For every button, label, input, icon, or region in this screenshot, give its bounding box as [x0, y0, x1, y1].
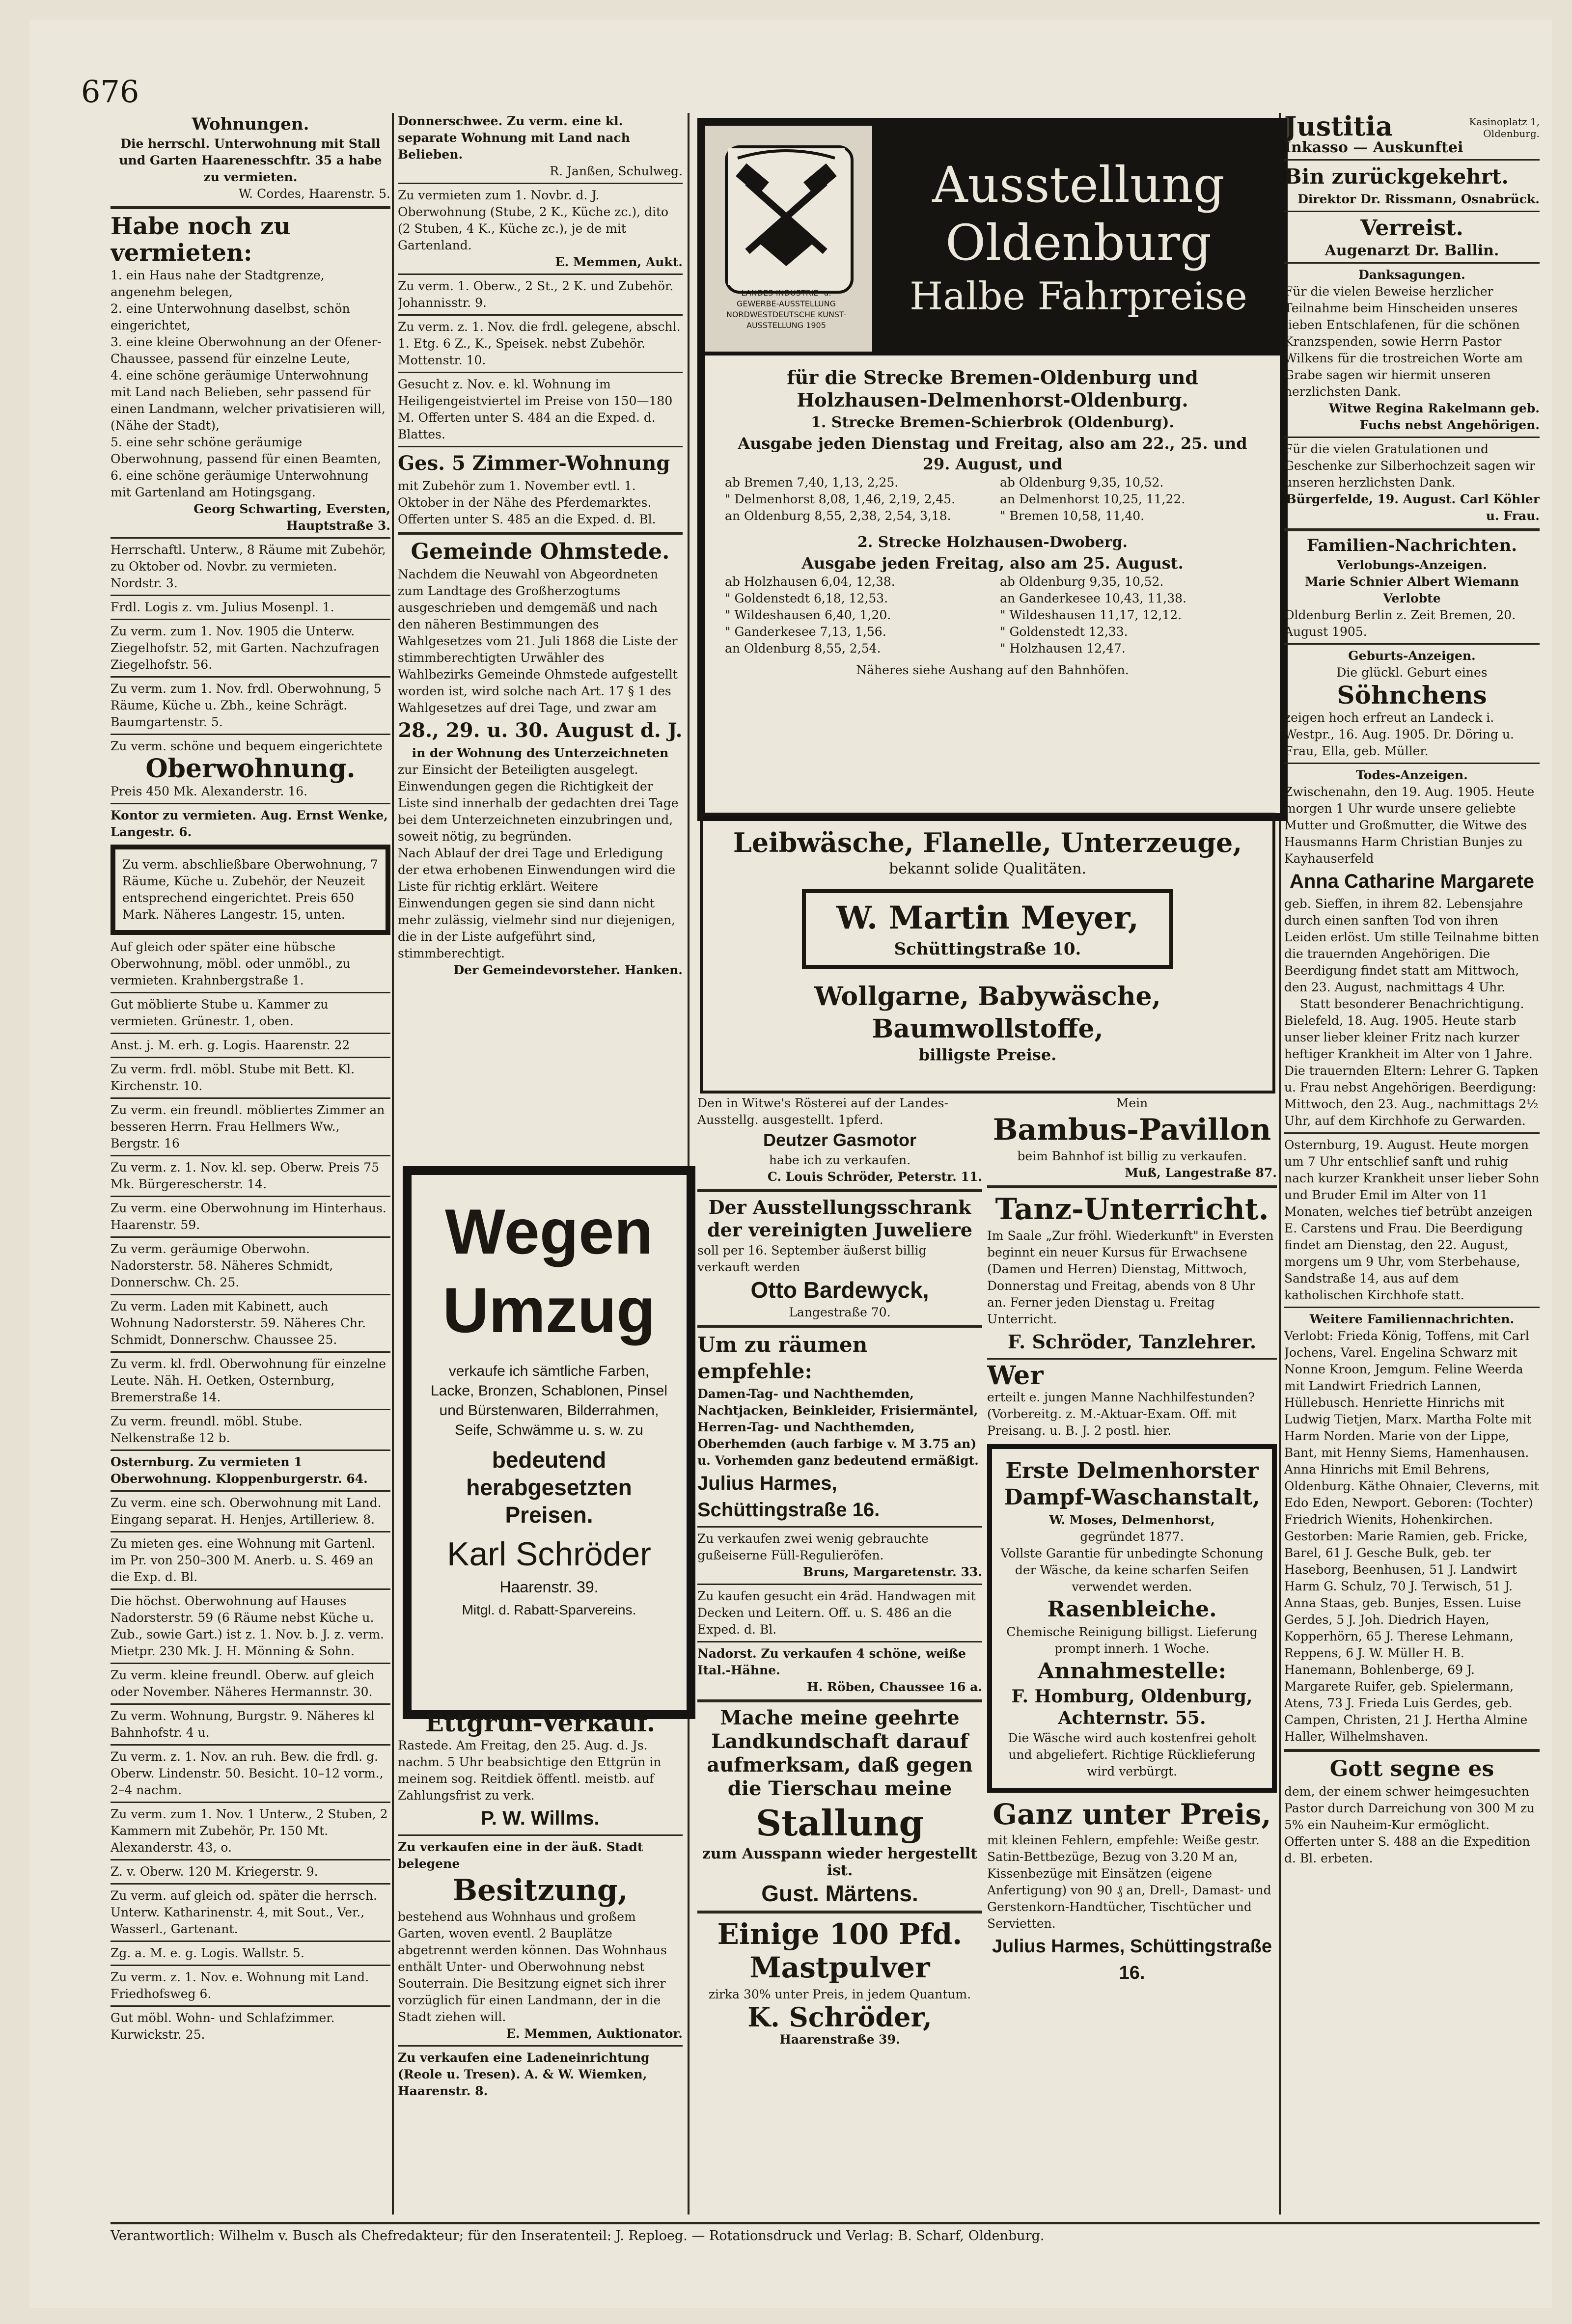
- ad-heading: Der Ausstellungsschrank der vereinigten Juweliere: [707, 1196, 972, 1241]
- classified-ad: habe ich zu verkaufen.: [769, 1153, 911, 1167]
- advertiser-address: Haarenstr. 39.: [499, 1578, 599, 1596]
- notice-text: Verlobt: Frieda König, Toffens, mit Carl Jochens, Varel. Engelina Schwarz mit Nonne Kroon, Jemgum. Feline Weerda mit Landwirt Friedrich Lannen, Hüllebusch. Henriette Hinrichs mit Ludwig Tietjen, Marx. Martha Folte mit Harm Norden. Marie von der Lippe, Bant, mit Henny Siems, Hamenhausen. Anna Hinrichs mit Emil Behrens, Oldenburg. Käthe Ohnaier, Cleverns, mit Edo Eden, Newport. Geboren: (Tochter) Friedrich Wienits, Hohenkirchen. Gestorben: Marie Ramien, geb. Fricke, Barel, 61 J. Gesche Bulk, geb. ter Haseborg, Beenhusen, 51 J. Landwirt Harm G. Schulz, 70 J. Terwisch, 51 J. Anna Staas, geb. Bunjes, Essen. Luise Gerdes, 5 J. Joh. Diedrich Hayen, Kopperhörn, 65 J. Therese Lehmann, Reppens, 6 J. W. Müller H. B. Hanemann, Bohlenberge, 69 J. Margarete Ruifer, geb. Spielermann, Atens, 73 J. Frieda Luis Gerdes, geb. Campen, Christen, 21 J. Hertha Almine Haller, Wilhelmshaven.: [1284, 1329, 1539, 1744]
- column-2-top: [398, 113, 683, 1161]
- classified-ad: Auf gleich oder später eine hübsche Oberwohnung, möbl. oder unmöbl., zu vermieten. Krahnbergstraße 1.: [110, 940, 351, 987]
- ad-heading: Ges. 5 Zimmer-Wohnung: [398, 452, 670, 475]
- ad-headline: Rasenbleiche.: [1047, 1597, 1217, 1622]
- timetable-row: " Delmenhorst 8,08, 1,46, 2,19, 2,45.: [725, 492, 956, 506]
- classified-ad: Zu verm. 1. Oberw., 2 St., 2 K. und Zubehör. Johannisstr. 9.: [398, 279, 674, 310]
- notice-highlight: Söhnchens: [1337, 681, 1487, 710]
- advertiser-address: Haarenstraße 39.: [779, 2032, 900, 2047]
- advertiser-name: W. Martin Meyer,: [836, 900, 1139, 936]
- list-item: 2. eine Unterwohnung daselbst, schön eingerichtet,: [110, 301, 350, 332]
- advertiser-address: Langestraße 70.: [789, 1305, 891, 1319]
- ad-headline: Bin zurückgekehrt.: [1284, 164, 1509, 189]
- notice-text: Für die vielen Gratulationen und Geschenke zur Silberhochzeit sagen wir unseren herzlichsten Dank.: [1284, 442, 1535, 490]
- ad-signature: W. Cordes, Haarenstr. 5.: [238, 187, 390, 201]
- ad-text: gegründet 1877.: [1080, 1530, 1184, 1544]
- classified-ad: Mein: [1116, 1096, 1148, 1110]
- notice-text: Die glückl. Geburt eines: [1336, 665, 1488, 680]
- notice-text: Oldenburg Berlin z. Zeit Bremen, 20. August 1905.: [1284, 608, 1516, 639]
- notice-text: Nachdem die Neuwahl von Abgeordneten zum Landtage des Großherzogtums ausgeschrieben und demgemäß und nach den näheren Bestimmungen des Wahlgesetzes vom 21. Juli 1868 die Liste der stimmberechtigten Urwähler des Wahlbezirks Gemeinde Ohmstede aufgestellt worden ist, wird solche nach Art. 17 § 1 des Wahlgesetzes auf drei Tage, und zwar am: [398, 567, 678, 715]
- timetable-row: an Delmenhorst 10,25, 11,22.: [1000, 492, 1186, 506]
- notice-text: Für die vielen Beweise herzlicher Teilnahme beim Hinscheiden unseres lieben Entschlafenen, für die schönen Kranzspenden, sowie Herrn Pastor Wilkens für die trostreichen Worte am Grabe sagen wir hiermit unseren herzlichsten Dank.: [1284, 284, 1523, 399]
- route-heading: 1. Strecke Bremen-Schierbrok (Oldenburg).: [811, 414, 1174, 431]
- emblem-graphic: [728, 148, 845, 285]
- timetable-row: " Holzhausen 12,47.: [1000, 641, 1126, 656]
- advertiser-name: Julius Harmes, Schüttingstraße 16.: [697, 1473, 880, 1521]
- ad-text: Chemische Reinigung billigst. Lieferung prompt innerh. 1 Woche.: [1006, 1625, 1258, 1656]
- ad-text: Direktor Dr. Rissmann, Osnabrück.: [1297, 192, 1540, 206]
- advertiser-address: Schüttingstraße 10.: [894, 939, 1081, 959]
- title-line: Ausstellung: [932, 156, 1225, 214]
- classified-ad: Frdl. Logis z. vm. Julius Mosenpl. 1.: [110, 600, 334, 614]
- timetable: [725, 474, 1260, 524]
- classified-ad: mit kleinen Fehlern, empfehle: Weiße gestr. Satin-Bettbezüge, Bezug von 3.20 M an, Kissenbezüge mit Einsätzen (eigene Anfertigung) von 90 ₰ an, Drell-, Damast- und Gerstenkorn-Handtücher, Tischtücher und Servietten.: [987, 1833, 1271, 1931]
- title-line: Halbe Fahrpreise: [910, 274, 1247, 319]
- ad-heading: Habe noch zu vermieten:: [110, 213, 291, 267]
- notice-heading: Gemeinde Ohmstede.: [411, 539, 670, 564]
- advertiser-name: Otto Bardewyck,: [750, 1277, 929, 1303]
- classified-ad: Donnerschwee. Zu verm. eine kl. separate Wohnung mit Land nach Belieben.: [398, 114, 630, 162]
- ad-text: Vollste Garantie für unbedingte Schonung der Wäsche, da keine scharfen Seifen verwendet werden.: [1000, 1546, 1264, 1594]
- section-heading: Wohnungen.: [192, 114, 309, 134]
- route-heading: 2. Strecke Holzhausen-Dwoberg.: [857, 534, 1128, 551]
- ad-headline: Wollgarne, Babywäsche, Baumwollstoffe,: [814, 982, 1161, 1044]
- classified-ad: Osternburg. Zu vermieten 1 Oberwohnung. Kloppenburgerstr. 64.: [110, 1455, 368, 1486]
- classified-ad: Zu verm. kleine freundl. Oberw. auf gleich oder November. Näheres Hermannstr. 30.: [110, 1668, 375, 1699]
- classified-ad: Gut möblierte Stube u. Kammer zu vermieten. Grünestr. 1, oben.: [110, 997, 329, 1028]
- ad-headline: Ganz unter Preis,: [993, 1798, 1271, 1831]
- ad-text: Die Wäsche wird auch kostenfrei geholt und abgeliefert. Richtige Rücklieferung wird verbürgt.: [1008, 1731, 1256, 1778]
- classified-ad: Zu verm. schöne und bequem eingerichtete: [110, 739, 383, 753]
- classified-ad: Zu verm. zum 1. Nov. 1 Unterw., 2 Stuben, 2 Kammern mit Zubehör, Pr. 150 Mt. Alexanderstr. 43, o.: [110, 1807, 388, 1855]
- classified-ad: Zu verm. zum 1. Nov. frdl. Oberwohnung, 5 Räume, Küche u. Zbh., keine Schrägt. Baumgartenstr. 5.: [110, 682, 382, 729]
- ad-text: Inkasso — Auskunftei: [1284, 139, 1463, 156]
- notice-text: zur Einsicht der Beteiligten ausgelegt. Einwendungen gegen die Richtigkeit der Liste sind innerhalb der gedachten drei Tage bei dem Unterzeichneten einzubringen und, soweit nötig, zu begründen.: [398, 763, 679, 844]
- martin-meyer-ad: [700, 813, 1275, 1094]
- classified-ad: Zu verm. Laden mit Kabinett, auch Wohnung Nadorsterstr. 59. Näheres Chr. Schmidt, Donnerschw. Chaussee 25.: [110, 1299, 366, 1347]
- ad-headline: Wer: [987, 1361, 1044, 1391]
- advertiser-name: Karl Schröder: [447, 1535, 651, 1573]
- classified-ad: Gut möbl. Wohn- und Schlafzimmer. Kurwickstr. 25.: [110, 2011, 335, 2042]
- column-2-bottom: [398, 1709, 683, 2215]
- notice-text: geb. Sieffen, in ihrem 82. Lebensjahre durch einen sanften Tod von ihren Leiden erlöst. Um stille Teilnahme bitten die trauernden Angehörigen. Die Beerdigung findet statt am Mittwoch, den 23. August, nachmittags 4 Uhr.: [1284, 897, 1540, 994]
- classified-ad: Die herrschl. Unterwohnung mit Stall und Garten Haarenesschftr. 35 a habe zu vermieten.: [119, 137, 382, 184]
- advertiser-name: Julius Harmes, Schüttingstraße 16.: [992, 1936, 1272, 1983]
- section-heading: Familien-Nachrichten.: [1306, 536, 1517, 555]
- ad-text: Augenarzt Dr. Ballin.: [1324, 242, 1499, 259]
- classified-ad: Zu verm. z. 1. Nov. die frdl. gelegene, abschl. 1. Etg. 6 Z., K., Speisek. nebst Zubehör. Mottenstr. 10.: [398, 320, 681, 367]
- classified-ad: Zu mieten ges. eine Wohnung mit Gartenl. im Pr. von 250–300 M. Anerb. u. S. 469 an die Exp. d. Bl.: [110, 1536, 375, 1584]
- ad-headline: Verreist.: [1360, 216, 1463, 241]
- ad-headline: Gott segne es: [1329, 1756, 1494, 1781]
- classified-ad: Zu verm. auf gleich od. später die herrsch. Unterw. Katharinenstr. 4, mit Sout., Ver., Wasserl., Gartenant.: [110, 1888, 377, 1936]
- classified-ad: bestehend aus Wohnhaus und großem Garten, woven eventl. 2 Bauplätze abgetrennt werden können. Das Wohnhaus enthält Unter- und Oberwohnung nebst Souterrain. Die Besitzung eignet sich ihrer vorzüglich für einen Landmann, der in die Stadt ziehen will.: [398, 1910, 667, 2024]
- column-4: [987, 1095, 1277, 2215]
- classified-ad: Den in Witwe's Rösterei auf der Landes-Ausstellg. ausgestellt. 1pferd.: [697, 1096, 948, 1127]
- ad-text: verkaufe ich sämtliche Farben, Lacke, Bronzen, Schablonen, Pinsel und Bürstenwaren, Bilderrahmen, Seife, Schwämme u. s. w. zu: [431, 1363, 667, 1438]
- route-dates: Ausgabe jeden Dienstag und Freitag, also am 22., 25. und 29. August, und: [738, 434, 1247, 473]
- imprint-line: Verantwortlich: Wilhelm v. Busch als Chefredakteur; für den Inseratenteil: J. Reploeg. — Rotationsdruck und Verlag: B. Scharf, Oldenburg.: [110, 2222, 1540, 2245]
- classified-ad: zirka 30% unter Preis, in jedem Quantum.: [708, 1987, 971, 2001]
- classified-ad: mit Zubehör zum 1. November evtl. 1. Oktober in der Nähe des Pferdemarktes. Offerten unter S. 485 an die Exped. d. Bl.: [398, 479, 656, 526]
- classified-ad: Zu verkaufen eine Ladeneinrichtung (Reole u. Tresen). A. & W. Wiemken, Haarenstr. 8.: [398, 2051, 650, 2098]
- timetable-row: " Goldenstedt 12,33.: [1000, 625, 1128, 639]
- classified-ad: Zu verm. z. 1. Nov. e. Wohnung mit Land. Friedhofsweg 6.: [110, 1970, 369, 2001]
- classified-ad: Zu verm. eine sch. Oberwohnung mit Land. Eingang separat. H. Henjes, Artilleriew. 8.: [110, 1496, 382, 1527]
- classified-ad: Zu verm. freundl. möbl. Stube. Nelkenstraße 12 b.: [110, 1414, 303, 1445]
- title-line: Oldenburg: [945, 214, 1212, 272]
- timetable-row: " Ganderkesee 7,13, 1,56.: [725, 625, 886, 639]
- timetable-row: " Wildeshausen 11,17, 12,12.: [1000, 608, 1182, 622]
- classified-ad: Damen-Tag- und Nachthemden, Nachtjacken, Beinkleider, Frisiermäntel, Herren-Tag- und Nachthemden, Oberhemden (auch farbige v. M 3.75 an) u. Vorhemden ganz bedeutend ermäßigt.: [697, 1387, 979, 1468]
- ad-signature: Georg Schwarting, Eversten, Hauptstraße 3.: [193, 502, 390, 533]
- advertiser-address: Kasinoplatz 1, Oldenburg.: [1469, 116, 1540, 139]
- notice-highlight: Anna Catharine Margarete: [1290, 871, 1534, 892]
- classified-ad: Zu verm. ein freundl. möbliertes Zimmer an besseren Herrn. Frau Hellmers Ww., Bergstr. 16: [110, 1103, 385, 1150]
- moving-sale-ad: [403, 1166, 695, 1719]
- classified-ad: Zu verm. zum 1. Nov. 1905 die Unterw. Ziegelhofstr. 52, mit Garten. Nachzufragen Ziegelhofstr. 56.: [110, 624, 380, 672]
- classified-ad: Zu verm. kl. frdl. Oberwohnung für einzelne Leute. Näh. H. Oetken, Osternburg, Bremerstraße 14.: [110, 1357, 386, 1404]
- classified-ad: Anst. j. M. erh. g. Logis. Haarenstr. 22: [110, 1038, 350, 1052]
- ad-headline: Leibwäsche, Flanelle, Unterzeuge,: [733, 827, 1242, 858]
- timetable-row: " Wildeshausen 6,40, 1,20.: [725, 608, 891, 622]
- notice-signature: Bürgerfelde, 19. August. Carl Köhler u. Frau.: [1286, 492, 1540, 523]
- classified-ad: beim Bahnhof ist billig zu verkaufen.: [1017, 1149, 1247, 1163]
- ad-signature: H. Röben, Chaussee 16 a.: [807, 1680, 982, 1694]
- subsection-heading: Geburts-Anzeigen.: [1348, 649, 1476, 663]
- ad-heading: Deutzer Gasmotor: [763, 1130, 917, 1150]
- notice-text: Marie Schnier Albert Wiemann Verlobte: [1305, 574, 1519, 605]
- classified-ad: Rastede. Am Freitag, den 25. Aug. d. Js. nachm. 5 Uhr beabsichtige den Ettgrün in meinem sog. Reitdiek öffentl. meistb. auf Zahlungsfrist zu verk.: [398, 1738, 662, 1803]
- exhibition-title: [877, 126, 1280, 352]
- offer-list: [110, 267, 390, 501]
- advertiser-name: F. Schröder, Tanzlehrer.: [1007, 1331, 1257, 1353]
- notice-text: Nach Ablauf der drei Tage und Erledigung der etwa erhobenen Einwendungen wird die Liste für richtig erklärt. Weitere Einwendungen gegen sie sind dann nicht mehr zulässig, vielmehr sind nur diejenigen, die in der Liste aufgeführt sind, stimmberechtigt.: [398, 846, 676, 960]
- classified-ad: Zu verm. eine Oberwohnung im Hinterhaus. Haarenstr. 59.: [110, 1201, 386, 1232]
- classified-ad: Zu verkaufen eine in der äuß. Stadt belegene: [398, 1840, 643, 1871]
- classified-ad: Zu kaufen gesucht ein 4räd. Handwagen mit Decken und Leitern. Off. u. S. 486 an die Exped. d. Bl.: [697, 1589, 976, 1637]
- column-1: [110, 113, 390, 2215]
- ad-headline: Umzug: [442, 1274, 656, 1346]
- page-number: 676: [81, 74, 139, 109]
- ad-heading: Besitzung,: [452, 1873, 628, 1908]
- ad-signature: E. Memmen, Aukt.: [555, 255, 683, 269]
- advertiser-name: W. Moses, Delmenhorst,: [1049, 1513, 1215, 1527]
- route-dates: Ausgabe jeden Freitag, also am 25. August.: [801, 554, 1184, 573]
- classified-ad: Zu verm. z. 1. Nov. an ruh. Bew. die frdl. g. Oberw. Lindenstr. 50. Besicht. 10–12 vorm., 2–4 nachm.: [110, 1750, 384, 1797]
- exhibition-logo: [705, 126, 877, 352]
- column-rule: [392, 113, 394, 2215]
- ad-heading: Um zu räumen empfehle:: [697, 1333, 868, 1383]
- subsection-heading: Todes-Anzeigen.: [1356, 768, 1468, 782]
- ad-headline: Wegen: [445, 1196, 653, 1267]
- notice-text: dem, der einem schwer heimgesuchten Pastor durch Darreichung von 300 M zu 5% ein Nauheim-Kur ermöglicht. Offerten unter S. 488 an die Expedition d. Bl. erbeten.: [1284, 1784, 1535, 1865]
- timetable-row: an Ganderkesee 10,43, 11,38.: [1000, 591, 1186, 605]
- logo-caption: LANDES-INDUSTRIE- u. GEWERBE-AUSSTELLUNG NORDWESTDEUTSCHE KUNST-AUSSTELLUNG 1905: [726, 288, 847, 330]
- classified-ad: Zu verm. Wohnung, Burgstr. 9. Näheres kl Bahnhofstr. 4 u.: [110, 1709, 375, 1740]
- classified-ad: Die höchst. Oberwohnung auf Hauses Nadorsterstr. 59 (6 Räume nebst Küche u. Zub., sowie Gart.) ist z. 1. Nov. b. J. z. verm. Mietpr. 230 Mk. J. H. Mönning & Sohn.: [110, 1594, 384, 1658]
- timetable-row: ab Oldenburg 9,35, 10,52.: [1000, 574, 1164, 589]
- ad-signature: Bruns, Margaretenstr. 33.: [803, 1565, 982, 1579]
- ad-footnote: Mitgl. d. Rabatt-Sparvereins.: [462, 1602, 636, 1617]
- ad-headline: Tanz-Unterricht.: [995, 1192, 1269, 1227]
- exhibition-fare-ad: [697, 118, 1288, 821]
- list-item: 6. eine schöne geräumige Unterwohnung mit Gartenland am Hotingsgang.: [110, 468, 369, 499]
- ad-signature: C. Louis Schröder, Peterstr. 11.: [767, 1170, 982, 1184]
- ad-heading: Mache meine geehrte Landkundschaft darauf aufmerksam, daß gegen die Tierschau meine: [707, 1706, 973, 1800]
- ad-footnote: Näheres siehe Aushang auf den Bahnhöfen.: [856, 663, 1129, 677]
- notice-signature: Witwe Regina Rakelmann geb. Fuchs nebst Angehörigen.: [1328, 401, 1540, 432]
- classified-ad: Zu verm. geräumige Oberwohn. Nadorsterstr. 58. Näheres Schmidt, Donnerschw. Ch. 25.: [110, 1242, 333, 1289]
- ad-headline: Stallung: [756, 1802, 924, 1844]
- timetable-row: " Goldenstedt 6,18, 12,53.: [725, 591, 888, 605]
- advertiser-name: K. Schröder,: [747, 2001, 932, 2033]
- classified-ad: Nadorst. Zu verkaufen 4 schöne, weiße Ital.-Hähne.: [697, 1646, 966, 1677]
- timetable-row: ab Oldenburg 9,35, 10,52.: [1000, 475, 1164, 490]
- subsection-heading: Verlobungs-Anzeigen.: [1337, 558, 1487, 572]
- classified-ad: Im Saale „Zur fröhl. Wiederkunft" in Eversten beginnt ein neuer Kursus für Erwachsene (Damen und Herren) Dienstag, Mittwoch, Donnerstag und Freitag, abends von 8 Uhr an. Ferner jeden Dienstag u. Freitag Unterricht.: [987, 1229, 1274, 1326]
- column-5: [1284, 113, 1540, 2215]
- classified-ad: zum Ausspann wieder hergestellt ist.: [702, 1845, 978, 1879]
- notice-signature: Der Gemeindevorsteher. Hanken.: [453, 963, 683, 977]
- classified-ad: Kontor zu vermieten. Aug. Ernst Wenke, Langestr. 6.: [110, 808, 388, 839]
- timetable-row: an Oldenburg 8,55, 2,54.: [725, 641, 881, 656]
- ad-text: billigste Preise.: [918, 1045, 1057, 1064]
- ad-text: bedeutend herabgesetzten Preisen.: [466, 1447, 632, 1528]
- list-item: 1. ein Haus nahe der Stadtgrenze, angenehm belegen,: [110, 268, 325, 299]
- notice-text: in der Wohnung des Unterzeichneten: [412, 746, 669, 760]
- notice-text: Osternburg, 19. August. Heute morgen um 7 Uhr entschlief sanft und ruhig nach kurzer Krankheit unser lieber Sohn und Bruder Emil im Alter von 11 Monaten, welches tief betrübt anzeigen E. Carstens und Frau. Die Beerdigung findet am Dienstag, den 22. August, morgens um 9 Uhr, vom Sterbehause, Sandstraße 14, aus auf dem katholischen Kirchhofe statt.: [1284, 1138, 1540, 1302]
- crossed-hammers-icon: [725, 145, 854, 294]
- notice-text: Bielefeld, 18. Aug. 1905. Heute starb unser lieber kleiner Fritz nach kurzer heftiger Krankheit im Alter von 1 Jahre. Die trauernden Eltern: Lehrer G. Tapken u. Frau nebst Angehörigen. Beerdigung: Mittwoch, den 23. Aug., nachmittags 2½ Uhr, auf dem Kirchhofe zu Gerwarden.: [1284, 1013, 1539, 1128]
- classified-ad: Zu verm. frdl. möbl. Stube mit Bett. Kl. Kirchenstr. 10.: [110, 1062, 355, 1093]
- section-heading: Weitere Familiennachrichten.: [1309, 1312, 1515, 1326]
- classified-ad: Preis 450 Mk. Alexanderstr. 16.: [110, 784, 308, 798]
- advertiser-name: Gust. Märtens.: [761, 1881, 918, 1906]
- advertiser-address: F. Homburg, Oldenburg, Achternstr. 55.: [1011, 1686, 1253, 1728]
- column-3: [697, 1095, 982, 2215]
- column-rule: [688, 113, 689, 2215]
- ad-heading: Oberwohnung.: [145, 754, 356, 784]
- classified-ad: Zu verkaufen zwei wenig gebrauchte gußeiserne Füll-Regulieröfen.: [697, 1531, 929, 1562]
- timetable-row: an Oldenburg 8,55, 2,38, 2,54, 3,18.: [725, 509, 951, 523]
- ad-headline: Einige 100 Pfd. Mastpulver: [717, 1917, 963, 1984]
- classified-ad: Zg. a. M. e. g. Logis. Wallstr. 5.: [110, 1946, 304, 1960]
- timetable-row: ab Holzhausen 6,04, 12,38.: [725, 574, 895, 589]
- classified-ad: erteilt e. jungen Manne Nachhilfestunden? (Vorbereitg. z. M.-Aktuar-Exam. Off. mit Preisang. u. B. J. 2 postl. hier.: [987, 1390, 1255, 1438]
- classified-ad: Zu vermieten zum 1. Novbr. d. J. Oberwohnung (Stube, 2 K., Küche zc.), dito (2 Stuben, 4 K., Küche zc.), je de mit Gartenland.: [398, 188, 669, 252]
- ad-signature: E. Memmen, Auktionator.: [506, 2026, 683, 2041]
- ad-headline: Erste Delmenhorster Dampf-Waschanstalt,: [1004, 1458, 1260, 1510]
- section-heading: Danksagungen.: [1358, 268, 1465, 282]
- ad-heading: Ettgrün-Verkauf.: [425, 1709, 656, 1737]
- classified-ad: Zu verm. abschließbare Oberwohnung, 7 Räume, Küche u. Zubehör, der Neuzeit entsprechend eingerichtet. Preis 650 Mark. Näheres Langestr. 15, unten.: [122, 857, 378, 922]
- list-item: 3. eine kleine Oberwohnung an der Ofener-Chaussee, passend für einzelne Leute,: [110, 335, 382, 366]
- list-item: 4. eine schöne geräumige Unterwohnung mit Land nach Belieben, sehr passend für einen Landmann, welcher privatisieren will, (Nähe der Stadt),: [110, 368, 386, 433]
- laundry-ad: [987, 1444, 1277, 1793]
- framed-ad: [110, 845, 390, 935]
- notice-text: Zwischenahn, den 19. Aug. 1905. Heute morgen 1 Uhr wurde unsere geliebte Mutter und Großmutter, die Witwe des Hausmanns Harm Christian Bunjes zu Kayhauserfeld: [1284, 785, 1535, 866]
- timetable-row: ab Bremen 7,40, 1,13, 2,25.: [725, 475, 899, 490]
- notice-text: zeigen hoch erfreut an Landeck i. Westpr., 16. Aug. 1905. Dr. Döring u. Frau, Ella, geb. Müller.: [1284, 711, 1514, 758]
- timetable-row: " Bremen 10,58, 11,40.: [1000, 509, 1145, 523]
- timetable: [725, 574, 1260, 657]
- classified-ad: Z. v. Oberw. 120 M. Kriegerstr. 9.: [110, 1864, 318, 1879]
- ad-headline: Justitia: [1284, 113, 1393, 142]
- classified-ad: Zu verm. z. 1. Nov. kl. sep. Oberw. Preis 75 Mk. Bürgerescherstr. 14.: [110, 1160, 380, 1191]
- ad-headline: Annahmestelle:: [1038, 1659, 1226, 1684]
- ad-headline: Bambus-Pavillon: [993, 1113, 1271, 1147]
- ad-signature: R. Janßen, Schulweg.: [550, 164, 683, 178]
- ad-text: bekannt solide Qualitäten.: [889, 860, 1086, 877]
- classified-ad: soll per 16. September äußerst billig verkauft werden: [697, 1243, 927, 1274]
- advertiser-box: [802, 889, 1173, 969]
- notice-text: Statt besonderer Benachrichtigung.: [1299, 997, 1524, 1011]
- route-intro: für die Strecke Bremen-Oldenburg und Holzhausen-Delmenhorst-Oldenburg.: [787, 366, 1198, 411]
- ad-signature: Muß, Langestraße 87.: [1125, 1166, 1277, 1180]
- list-item: 5. eine sehr schöne geräumige Oberwohnung, passend für einen Beamten,: [110, 435, 382, 466]
- classified-ad: Herrschaftl. Unterw., 8 Räume mit Zubehör, zu Oktober od. Novbr. zu vermieten. Nordstr. 3.: [110, 543, 386, 590]
- notice-dates: 28., 29. u. 30. August d. J.: [398, 719, 683, 742]
- ad-signature: P. W. Willms.: [481, 1807, 600, 1829]
- classified-ad: Gesucht z. Nov. e. kl. Wohnung im Heiligengeistviertel im Preise von 150—180 M. Offerten unter S. 484 an die Exped. d. Blattes.: [398, 377, 673, 441]
